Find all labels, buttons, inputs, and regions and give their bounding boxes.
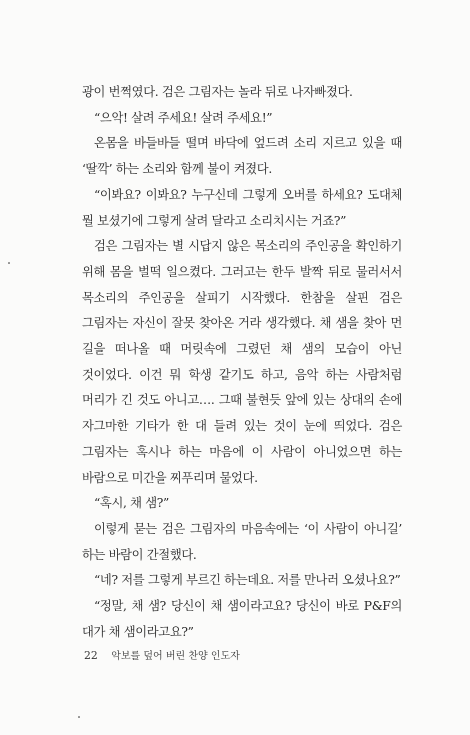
paragraph: 이렇게 묻는 검은 그림자의 마음속에는 ‘이 사람이 아니길’ 하는 바람이 간절했다. [82,521,402,562]
scan-speck [8,262,10,264]
page-footer [84,647,240,662]
scan-speck [78,716,80,718]
paragraph: “네? 저를 그렇게 부르긴 하는데요. 저를 만나러 오셨나요?” [94,573,401,588]
paragraph: 광이 번쩍였다. 검은 그림자는 놀라 뒤로 나자빠졌다. [82,85,353,99]
paragraph: “으악! 살려 주세요! 살려 주세요!” [94,110,273,125]
page-number: 22 [84,649,98,662]
paragraph: 검은 그림자는 별 시답지 않은 목소리의 주인공을 확인하기 위해 몸을 벌떡 일으켰다. 그러고는 한두 발짝 뒤로 물러서서 목소리의 주인공을 살피기 시작했다. 한참을 살핀 검은 그림자는 자신이 잘못 찾아온 거라 생각했다. 채 샘을 찾아 먼 길을 떠나올 때 머릿속에 그렸던 채 샘의 모습이 아닌 것이었다. 이건 뭐 학생 같기도 하고, 음악 하는 사람처럼 머리가 긴 것도 아니고…. 그때 불현듯 앞에 있는 상대의 손에 자그마한 기타가 한 대 들려 있는 것이 눈에 띄었다. 검은 그림자는 혹시나 하는 마음에 이 사람이 아니었으면 하는 바람으로 미간을 찌푸리며 물었다. [82,239,402,485]
paragraph: “혹시, 채 샘?” [94,496,169,511]
body-text [82,80,402,645]
running-title: 악보를 덮어 버린 찬양 인도자 [111,651,240,662]
paragraph: “정말, 채 샘? 당신이 채 샘이라고요? 당신이 바로 P&F의 대가 채 샘이라고요?” [82,599,402,639]
paragraph: “이봐요? 이봐요? 누구신데 그렇게 오버를 하세요? 도대체 뭘 보셨기에 그렇게 살려 달라고 소리치시는 거죠?” [82,187,402,228]
paragraph: 온몸을 바들바들 떨며 바닥에 엎드려 소리 지르고 있을 때 ‘딸깍’ 하는 소리와 함께 불이 켜졌다. [82,136,402,177]
